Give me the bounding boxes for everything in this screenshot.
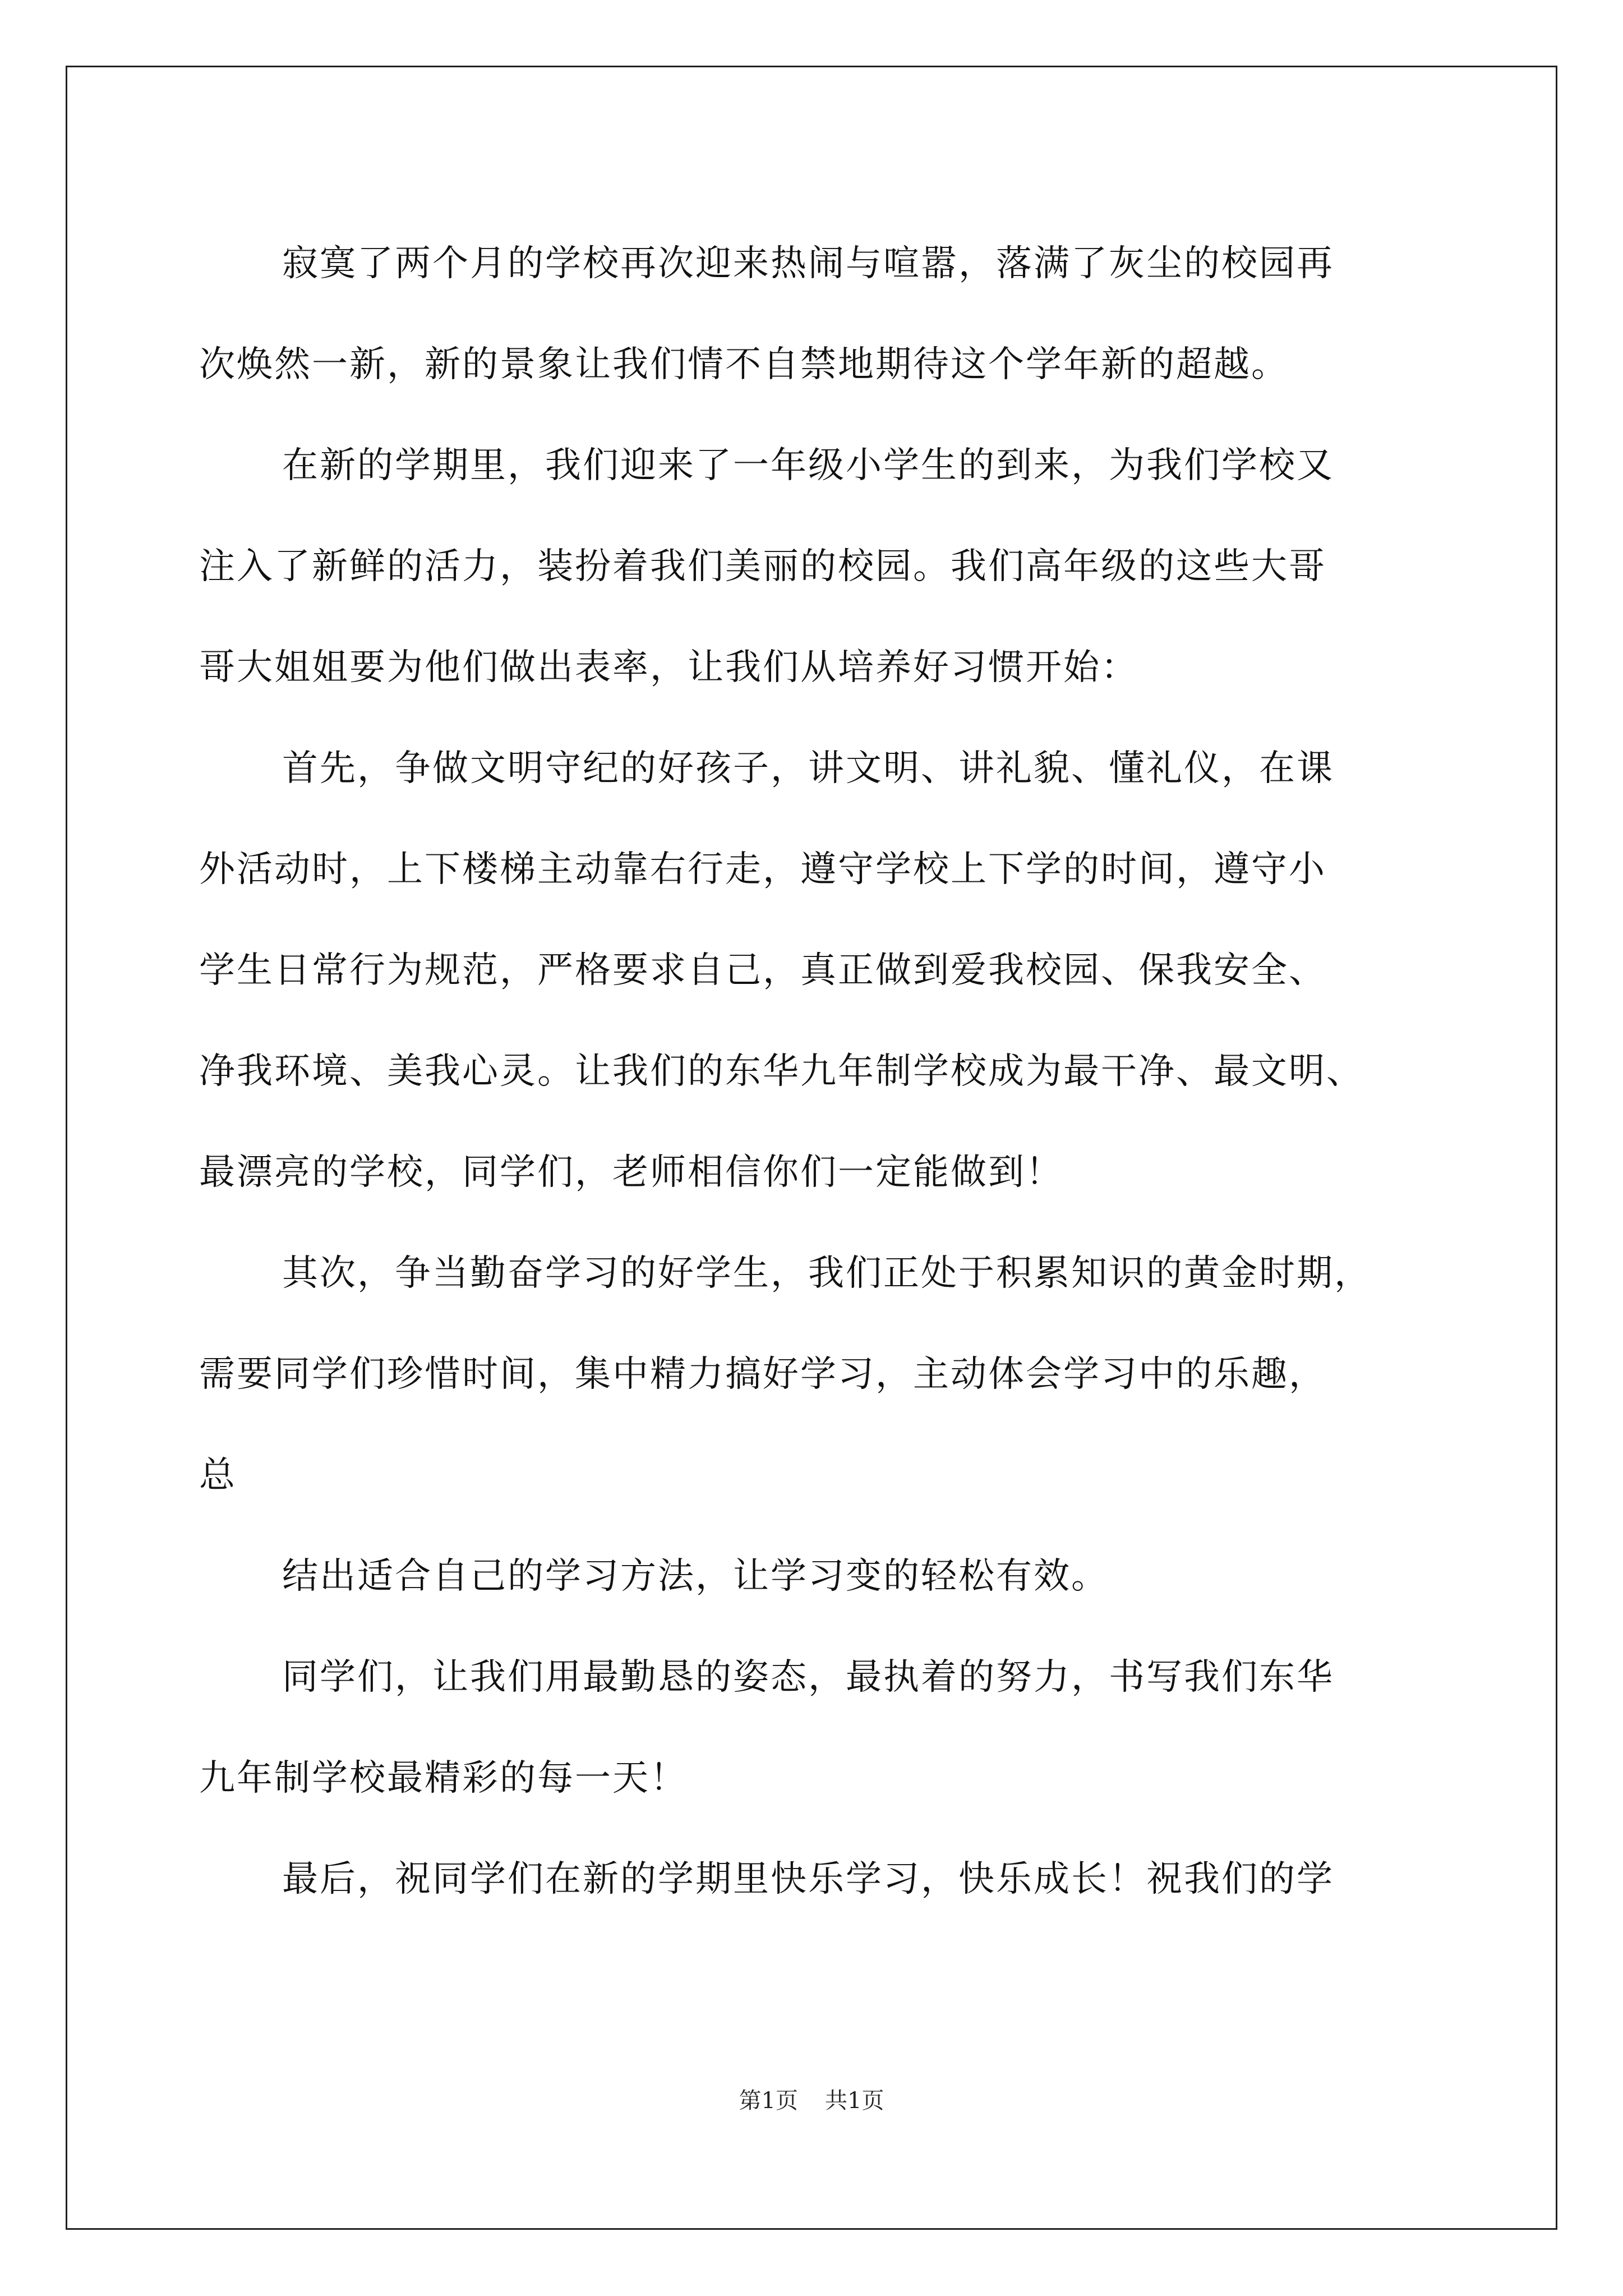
text-line: 注入了新鲜的活力，装扮着我们美丽的校园。我们高年级的这些大哥 bbox=[199, 546, 1326, 587]
text-line: 次焕然一新，新的景象让我们情不自禁地期待这个学年新的超越。 bbox=[199, 344, 1289, 385]
text-line: 首先，争做文明守纪的好孩子，讲文明、讲礼貌、懂礼仪，在课 bbox=[282, 748, 1334, 789]
text-line: 净我环境、美我心灵。让我们的东华九年制学校成为最干净、最文明、 bbox=[199, 1051, 1364, 1092]
text-line: 寂寞了两个月的学校再次迎来热闹与喧嚣，落满了灰尘的校园再 bbox=[282, 243, 1334, 284]
text-line: 哥大姐姐要为他们做出表率，让我们从培养好习惯开始： bbox=[199, 647, 1138, 688]
document-body bbox=[199, 213, 1427, 1930]
text-line: 学生日常行为规范，严格要求自己，真正做到爱我校园、保我安全、 bbox=[199, 950, 1326, 991]
page-number-current: 第1页 bbox=[739, 2088, 798, 2114]
text-line: 总 bbox=[199, 1455, 237, 1496]
text-line: 需要同学们珍惜时间，集中精力搞好学习，主动体会学习中的乐趣， bbox=[199, 1354, 1326, 1395]
text-line: 九年制学校最精彩的每一天！ bbox=[199, 1757, 688, 1799]
page-footer bbox=[0, 2087, 1623, 2115]
text-line: 外活动时，上下楼梯主动靠右行走，遵守学校上下学的时间，遵守小 bbox=[199, 849, 1326, 890]
text-line: 同学们，让我们用最勤恳的姿态，最执着的努力，书写我们东华 bbox=[282, 1657, 1334, 1698]
text-line: 最漂亮的学校，同学们，老师相信你们一定能做到！ bbox=[199, 1152, 1063, 1193]
text-line: 其次，争当勤奋学习的好学生，我们正处于积累知识的黄金时期， bbox=[282, 1253, 1372, 1294]
text-line: 在新的学期里，我们迎来了一年级小学生的到来，为我们学校又 bbox=[282, 445, 1334, 486]
text-line: 最后，祝同学们在新的学期里快乐学习，快乐成长！祝我们的学 bbox=[282, 1858, 1334, 1900]
page-number-total: 共1页 bbox=[825, 2088, 884, 2114]
text-line: 结出适合自己的学习方法，让学习变的轻松有效。 bbox=[282, 1556, 1109, 1597]
